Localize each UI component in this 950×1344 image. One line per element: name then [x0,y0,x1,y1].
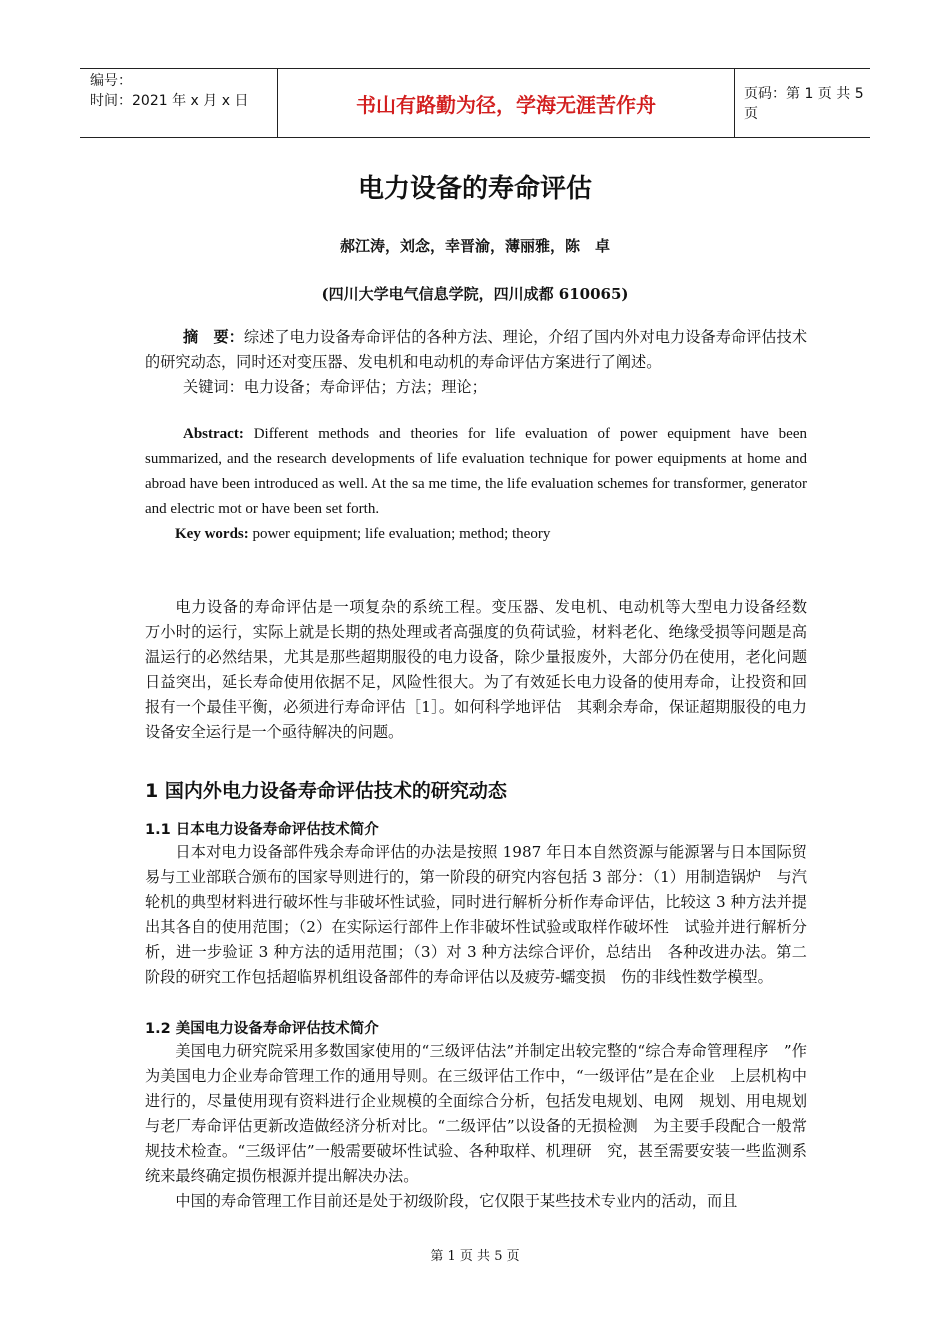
subsection-1-2-body [145,1039,807,1214]
subsection-1-2-heading: 1.2 美国电力设备寿命评估技术简介 [145,1021,379,1037]
page-footer: 第 1 页 共 5 页 [430,1249,520,1264]
subsection-1-1-heading: 1.1 日本电力设备寿命评估技术简介 [145,822,379,838]
header-time-label: 时间：2021 年 x 月 x 日 [90,93,249,109]
subsection-1-2-text2: 中国的寿命管理工作目前还是处于初级阶段，它仅限于某些技术专业内的活动，而且 [175,1192,738,1210]
header-page-info: 页码：第 1 页 共 5 页 [744,86,864,122]
affiliation: (四川大学电气信息学院，四川成都 610065) [321,285,629,303]
header-meta [80,69,278,137]
page-header [80,68,870,138]
abstract-cn-label: 摘 要： [183,328,244,346]
subsection-1-2-text: 美国电力研究院采用多数国家使用的“三级评估法”并制定出较完整的“综合寿命管理程序 ”作为美国电力企业寿命管理工作的通用导则。在三级评估工作中，“一级评估”是在企业 上层机构中进行的，尽量使用现有资料进行企业规模的全面综合分析，包括发电规划、电网 规划、用电规划与老厂寿命评估更新改造做经济分析对比。“二级评估”以设备的无损检测 为主要手段配合一般常规技术检查。“三级评估”一般需要破坏性试验、各种取样、机理研 究，甚至需要安装一些监测系统来最终确定损伤根源并提出解决办法。 [145,1042,807,1185]
header-motto: 书山有路勤为径，学海无涯苦作舟 [278,69,735,137]
keywords-en-text: power equipment; life evaluation; method; theory [248,526,551,542]
subsection-1-1-body [145,840,823,990]
intro-text: 电力设备的寿命评估是一项复杂的系统工程。变压器、发电机、电动机等大型电力设备经数 万小时的运行，实际上就是长期的热处理或者高强度的负荷试验，材料老化、绝缘受损等问题是高温运行的必然结果，尤其是那些超期服役的电力设备，除少量报废外，大部分仍在使用，老化问题日益突出，延长寿命使用依据不足，风险性很大。为了有效延长电力设备的使用寿命，让投资和回报有一个最佳平衡，必须进行寿命评估［1］。如何科学地评估 其剩余寿命，保证超期服役的电力设备安全运行是一个亟待解决的问题。 [145,598,823,741]
authors: 郝江涛，刘念，幸晋渝，薄丽雅，陈 卓 [339,237,610,255]
keywords-en-label: Key words: [175,526,249,542]
keywords-cn-text: 电力设备；寿命评估；方法；理论； [243,378,487,396]
abstract-en-label: Abstract: [183,426,244,442]
intro-paragraph [145,595,823,745]
document-title: 电力设备的寿命评估 [357,174,592,204]
abstract-cn-text: 综述了电力设备寿命评估的各种方法、理论，介绍了国内外对电力设备寿命评估技术的研究动态，同时还对变压器、发电机和电动机的寿命评估方案进行了阐述。 [145,328,808,371]
subsection-1-1-text: 日本对电力设备部件残余寿命评估的办法是按照 1987 年日本自然资源与能源署与日本国际贸 易与工业部联合颁布的国家导则进行的，第一阶段的研究内容包括 3 部分：（1）用制造锅炉 与汽轮机的典型材料进行破坏性与非破坏性试验，同时进行解析分析作寿命评估，比较这 3 种方法并提出其各自的使用范围；（2）在实际运行部件上作非破坏性试验或取样作破坏性 试验并进行解析分析，进一步验证 3 种方法的适用范围；（3）对 3 种方法综合评价，总结出 各种改进办法。第二阶段的研究工作包括超临界机组设备部件的寿命评估以及疲劳-蠕变损 伤的非线性数学模型。 [145,843,823,986]
header-number-label: 编号： [90,73,132,89]
abstract-en [145,422,807,547]
keywords-cn-label: 关键词： [183,378,244,396]
abstract-cn [145,325,807,400]
section-1-heading: 1 国内外电力设备寿命评估技术的研究动态 [145,780,507,802]
abstract-en-text: Different methods and theories for life evaluation of power equipment have been summarized, and the research developments of life evaluation technique for power equipments at home and abroad have been introduced as well. At the sa me time, the life evaluation schemes for transformer, generator and electric mot or have been set forth. [145,426,807,517]
